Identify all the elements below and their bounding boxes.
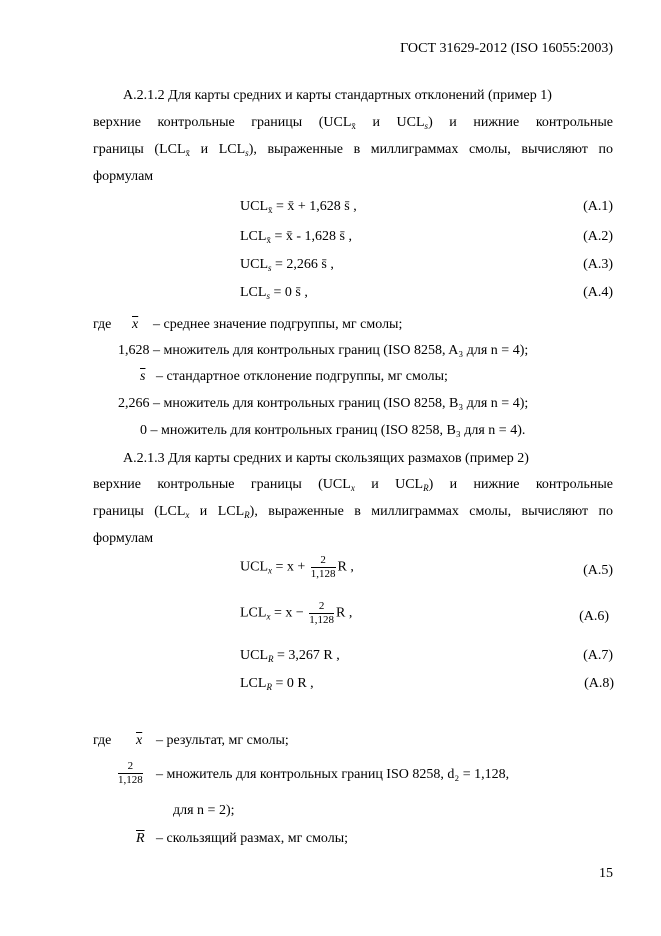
where1-line3: – стандартное отклонение подгруппы, мг смолы; xyxy=(156,369,448,384)
formula-a2-number: (A.2) xyxy=(583,229,613,244)
where1-line4: 2,266 – множитель для контрольных границ (ISO 8258, B₃ для n = 4); xyxy=(118,396,529,411)
document-header: ГОСТ 31629-2012 (ISO 16055:2003) xyxy=(400,41,613,56)
section-a212-line4: формулам xyxy=(93,169,154,184)
section-a212-heading: A.2.1.2 Для карты средних и карты стандартных отклонений (пример 1) xyxy=(123,88,552,103)
formula-a1-number: (A.1) xyxy=(583,199,613,214)
where2-line4: – скользящий размах, мг смолы; xyxy=(156,831,349,846)
where2-line4-symbol: $\overline{R}$ xyxy=(136,831,145,846)
formula-a7: $UCL_R = 3,267$ R , xyxy=(240,648,340,664)
where1-gde: где xyxy=(93,317,112,332)
formula-a6: $LCL_x = x$ − $\frac{2}{1,128}$ R , xyxy=(240,600,353,626)
where1-line3-symbol: $\overline{s}$ xyxy=(140,369,146,384)
section-a213-line3: границы ($LCL_x$ и $LCL_R$), выраженные в миллиграммах смолы, вычисляют по xyxy=(93,504,613,520)
formula-a7-number: (A.7) xyxy=(583,648,613,663)
formula-a3: $UCL_s = 2,266$ s̄ , xyxy=(240,257,334,273)
section-a213-line4: формулам xyxy=(93,531,154,546)
formula-a1: $UCL_{x̄}$ = x̄ + 1,628 s̄ , xyxy=(240,199,357,215)
formula-a2: $LCL_{x̄}$ = x̄ - 1,628 s̄ , xyxy=(240,229,352,245)
formula-a3-number: (A.3) xyxy=(583,257,613,272)
where1-symbol: $\overline{x}$ xyxy=(132,317,139,332)
section-a212-line3: границы ($LCL_{x̄}$ и $LCL_s$), выраженные в миллиграммах смолы, вычисляют по xyxy=(93,142,614,158)
formula-a6-number: (A.6) xyxy=(579,609,609,624)
where2-line3: для n = 2); xyxy=(173,803,235,818)
where1-line2: 1,628 – множитель для контрольных границ (ISO 8258, A₃ для n = 4); xyxy=(118,343,529,358)
formula-a4: $LCL_s = 0$ s̄ , xyxy=(240,285,308,301)
where1-line5: 0 – множитель для контрольных границ (ISO 8258, B₃ для n = 4). xyxy=(140,423,526,438)
section-a213-line2: верхние контрольные границы ($UCL_x$ и $UCL_R$) и нижние контрольные xyxy=(93,477,613,493)
where2-line1: – результат, мг смолы; xyxy=(156,733,289,748)
where1-line1: – среднее значение подгруппы, мг смолы; xyxy=(153,317,403,332)
where2-line2: – множитель для контрольных границ ISO 8258, d₂ = 1,128, xyxy=(156,767,510,782)
where2-gde: где xyxy=(93,733,112,748)
formula-a8: $LCL_R = 0$ R , xyxy=(240,676,314,692)
section-a212-line2: верхние контрольные границы ($UCL_{x̄}$ и $UCL_s$) и нижние контрольные xyxy=(93,115,613,131)
where2-fraction: $\frac{2}{1,128}$ xyxy=(118,760,143,786)
formula-a4-number: (A.4) xyxy=(583,285,613,300)
where2-symbol: $\overline{x}$ xyxy=(136,733,143,748)
formula-a5: $UCL_x = x$ + $\frac{2}{1,128}$ R , xyxy=(240,554,354,580)
section-a213-heading: A.2.1.3 Для карты средних и карты скользящих размахов (пример 2) xyxy=(123,451,529,466)
formula-a8-number: (A.8) xyxy=(584,676,614,691)
formula-a5-number: (A.5) xyxy=(583,563,613,578)
page-number: 15 xyxy=(599,866,613,881)
